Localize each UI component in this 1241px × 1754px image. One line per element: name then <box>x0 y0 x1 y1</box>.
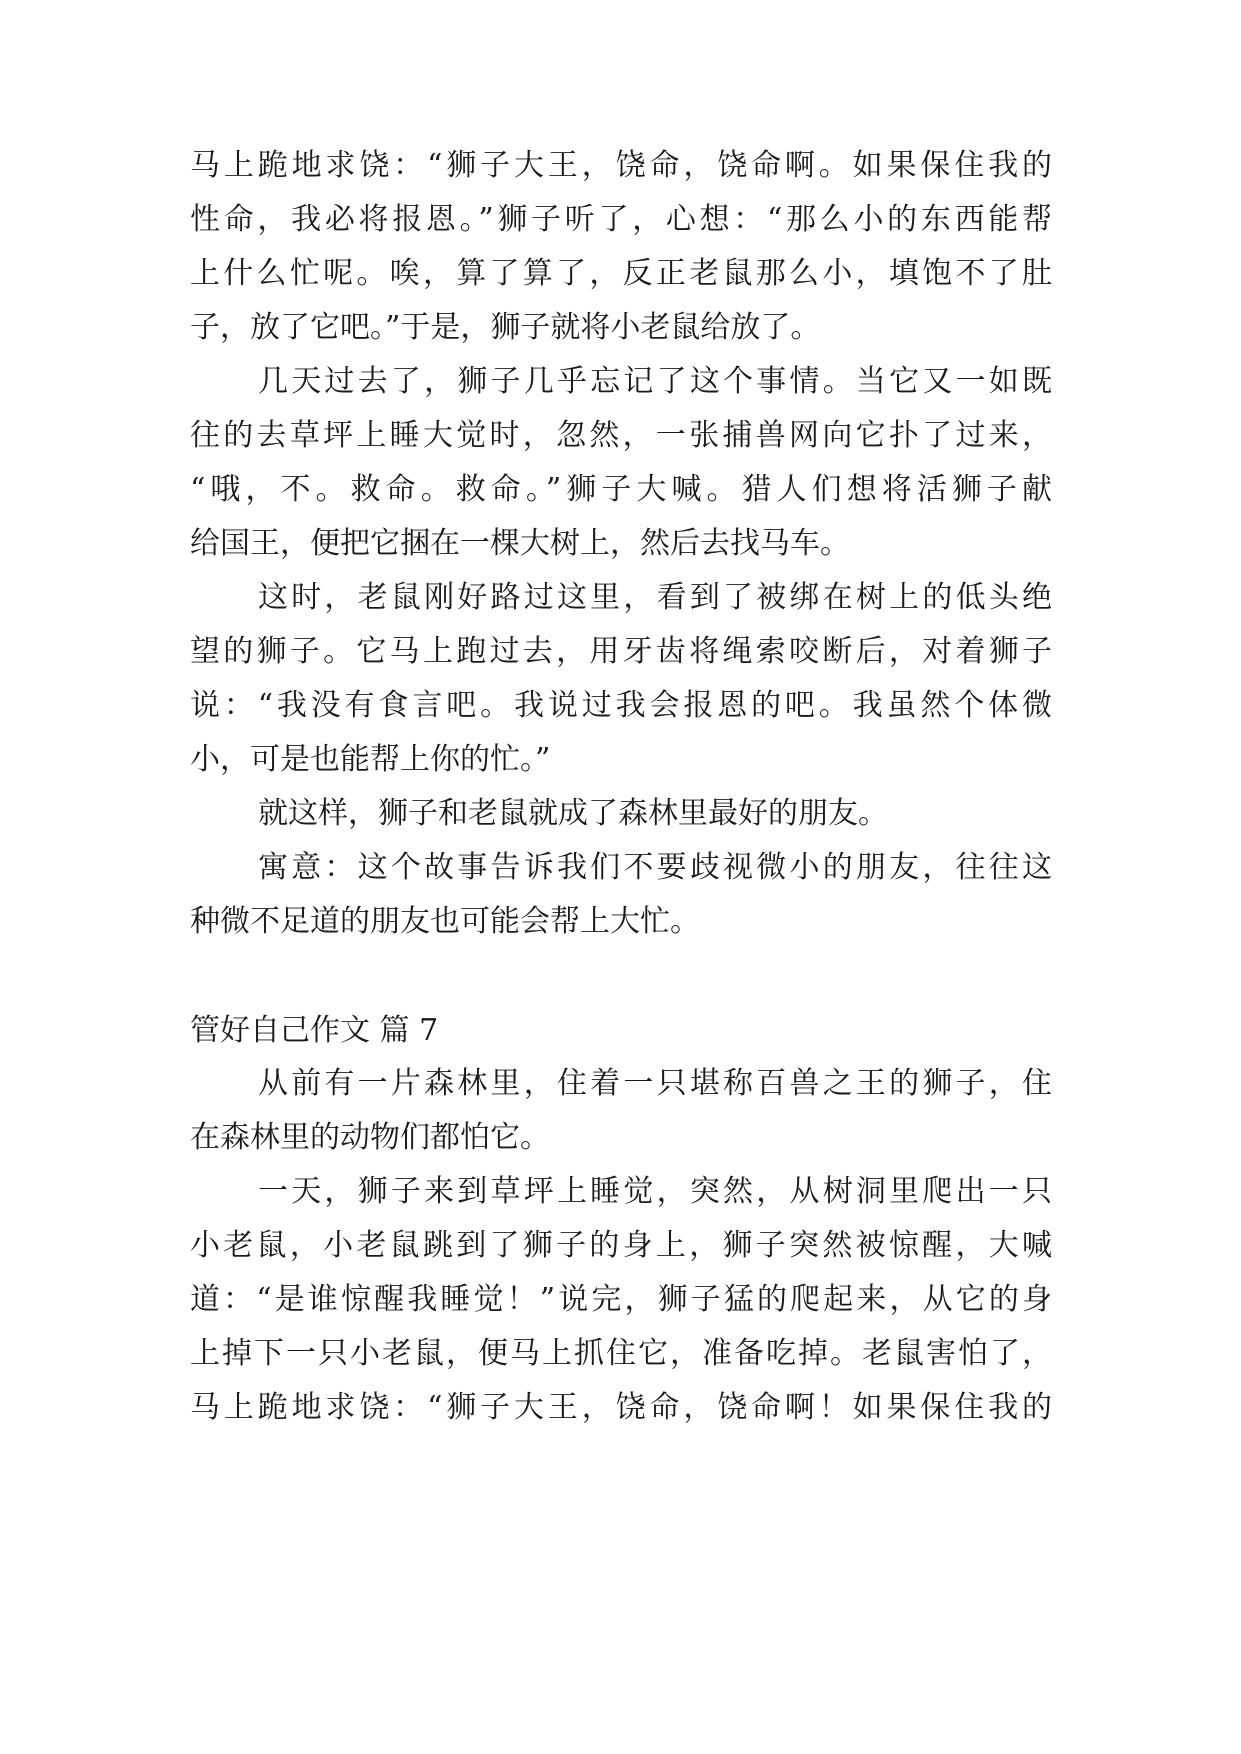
text-line: 小老鼠，小老鼠跳到了狮子的身上，狮子突然被惊醒，大喊 <box>190 1228 1052 1263</box>
text-line: 小，可是也能帮上你的忙。” <box>190 742 551 777</box>
text-line: 种微不足道的朋友也可能会帮上大忙。 <box>190 904 700 939</box>
text-line: 在森林里的动物们都怕它。 <box>190 1120 550 1155</box>
text-line: “哦，不。救命。救命。”狮子大喊。猎人们想将活狮子献 <box>190 472 1052 507</box>
text-line: 往的去草坪上睡大觉时，忽然，一张捕兽网向它扑了过来， <box>190 418 1052 453</box>
text-line: 这时，老鼠刚好路过这里，看到了被绑在树上的低头绝 <box>258 580 1052 615</box>
text-line: 就这样，狮子和老鼠就成了森林里最好的朋友。 <box>258 796 888 831</box>
text-line: 从前有一片森林里，住着一只堪称百兽之王的狮子，住 <box>258 1066 1052 1101</box>
text-line: 几天过去了，狮子几乎忘记了这个事情。当它又一如既 <box>258 364 1052 399</box>
text-line: 上掉下一只小老鼠，便马上抓住它，准备吃掉。老鼠害怕了， <box>190 1336 1052 1371</box>
text-line: 望的狮子。它马上跑过去，用牙齿将绳索咬断后，对着狮子 <box>190 634 1052 669</box>
text-line: 马上跪地求饶：“狮子大王，饶命，饶命啊。如果保住我的 <box>190 148 1052 183</box>
text-line: 子，放了它吧。”于是，狮子就将小老鼠给放了。 <box>190 310 821 345</box>
text-line: 给国王，便把它捆在一棵大树上，然后去找马车。 <box>190 526 850 561</box>
text-line: 道：“是谁惊醒我睡觉！”说完，狮子猛的爬起来，从它的身 <box>190 1282 1052 1317</box>
text-line: 一天，狮子来到草坪上睡觉，突然，从树洞里爬出一只 <box>258 1174 1052 1209</box>
section-heading: 管好自己作文 篇 7 <box>190 1013 439 1048</box>
text-line: 寓意：这个故事告诉我们不要歧视微小的朋友，往往这 <box>258 850 1052 885</box>
text-line: 说：“我没有食言吧。我说过我会报恩的吧。我虽然个体微 <box>190 688 1052 723</box>
text-line: 马上跪地求饶：“狮子大王，饶命，饶命啊！如果保住我的 <box>190 1390 1052 1425</box>
text-line: 上什么忙呢。唉，算了算了，反正老鼠那么小，填饱不了肚 <box>190 256 1052 291</box>
text-line: 性命，我必将报恩。”狮子听了，心想：“那么小的东西能帮 <box>190 202 1052 237</box>
